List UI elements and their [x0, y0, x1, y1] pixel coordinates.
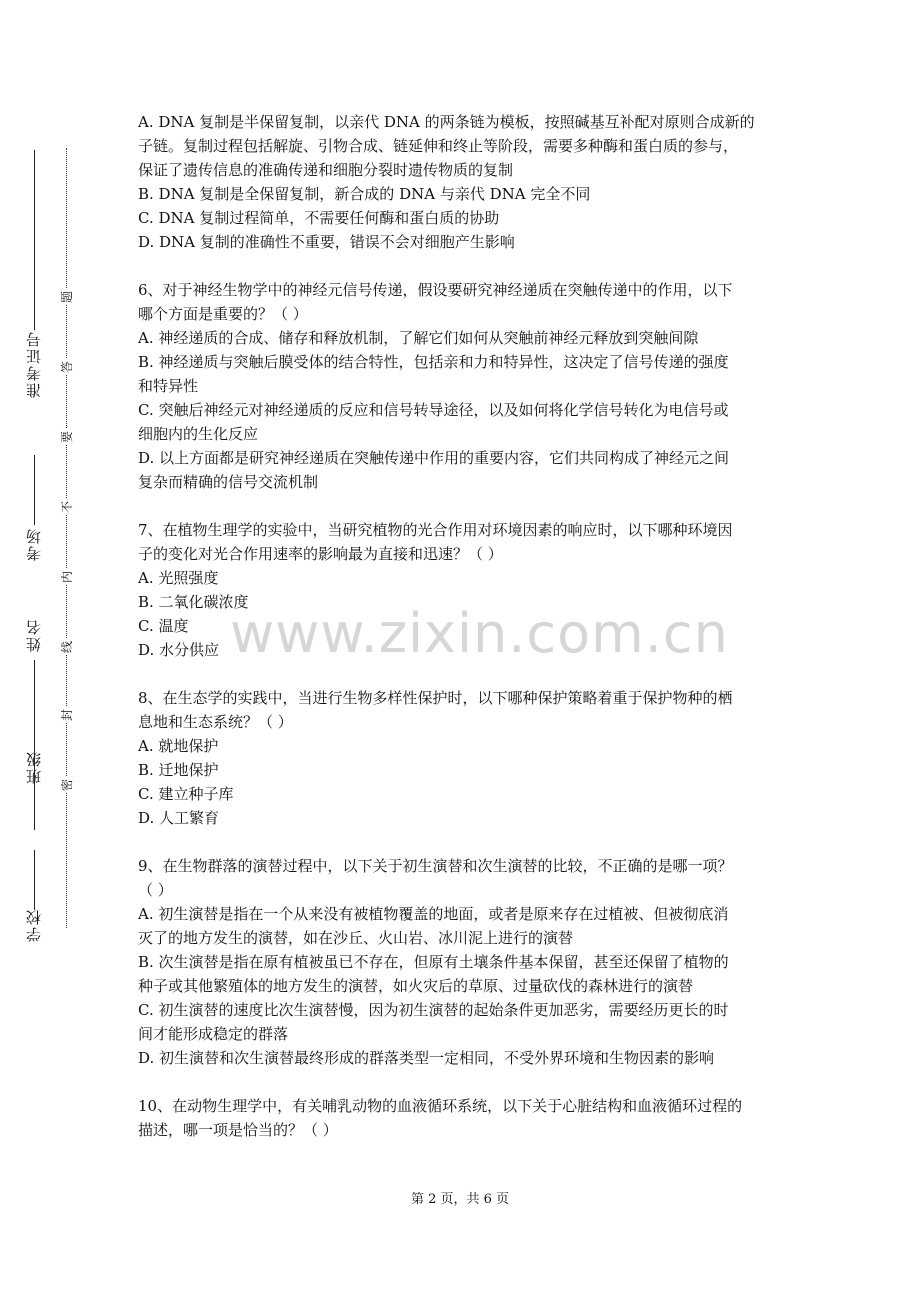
question-5-options: [138, 110, 788, 254]
exam-id-underline: [34, 150, 35, 330]
question-line: B. DNA 复制是全保留复制，新合成的 DNA 与亲代 DNA 完全不同: [138, 185, 591, 203]
question-line: A. 就地保护: [138, 737, 219, 755]
question-line: D. 人工繁育: [138, 809, 220, 827]
question-line: 9、在生物群落的演替过程中，以下关于初生演替和次生演替的比较，不正确的是哪一项？: [138, 857, 733, 875]
seal-char: 答: [60, 361, 74, 374]
question-line: A. DNA 复制是半保留复制，以亲代 DNA 的两条链为模板，按照碱基互补配对原则合成新的: [138, 113, 755, 131]
question-8: [138, 686, 788, 830]
question-line: 息地和生态系统？（ ）: [138, 713, 293, 731]
question-line: 种子或其他繁殖体的地方发生的演替，如火灾后的草原、过量砍伐的森林进行的演替: [138, 977, 694, 995]
question-line: B. 次生演替是指在原有植被虽已不存在，但原有土壤条件基本保留，甚至还保留了植物的: [138, 953, 729, 971]
exam-room-underline: [34, 455, 35, 525]
school-label: 学校: [25, 908, 43, 942]
seal-char: 要: [60, 431, 74, 444]
question-line: 子链。复制过程包括解旋、引物合成、链延伸和终止等阶段，需要多种酶和蛋白质的参与，: [138, 137, 739, 155]
question-line: C. 初生演替的速度比次生演替慢，因为初生演替的起始条件更加恶劣，需要经历更长的时: [138, 1001, 729, 1019]
question-line: 10、在动物生理学中，有关哺乳动物的血液循环系统，以下关于心脏结构和血液循环过程的: [138, 1097, 743, 1115]
question-line: C. 温度: [138, 617, 189, 635]
question-6: [138, 278, 788, 494]
page-footer: 第 2 页，共 6 页: [410, 1192, 510, 1207]
question-line: 子的变化对光合作用速率的影响最为直接和迅速？（ ）: [138, 545, 503, 563]
question-line: 间才能形成稳定的群落: [138, 1025, 289, 1043]
question-line: B. 迁地保护: [138, 761, 219, 779]
question-line: C. 突触后神经元对神经递质的反应和信号转导途径，以及如何将化学信号转化为电信号或: [138, 401, 729, 419]
question-line: D. 初生演替和次生演替最终形成的群落类型一定相同，不受外界环境和生物因素的影响: [138, 1049, 715, 1067]
seal-char: 不: [60, 501, 74, 514]
question-10: [138, 1094, 788, 1142]
question-line: 细胞内的生化反应: [138, 425, 259, 443]
question-line: 哪个方面是重要的？（ ）: [138, 305, 308, 323]
seal-char: 封: [60, 709, 74, 722]
exam-id-label: 准考证号: [25, 330, 43, 398]
question-line: A. 神经递质的合成、储存和释放机制，了解它们如何从突触前神经元释放到突触间隙: [138, 329, 699, 347]
binding-margin: [0, 0, 100, 1302]
seal-dotted-line: [66, 148, 67, 928]
seal-char: 内: [60, 571, 74, 584]
question-line: D. 水分供应: [138, 641, 220, 659]
question-line: 复杂而精确的信号交流机制: [138, 473, 319, 491]
school-underline: [34, 850, 35, 910]
school-field: [0, 840, 70, 950]
seal-char: 密: [60, 779, 74, 792]
question-content: [138, 110, 788, 1142]
name-label: 姓名: [25, 618, 43, 652]
seal-char: 线: [60, 641, 74, 654]
question-line: 8、在生态学的实践中，当进行生物多样性保护时，以下哪种保护策略着重于保护物种的栖: [138, 689, 733, 707]
exam-room-label: 考场: [25, 527, 43, 561]
question-line: （ ）: [138, 881, 173, 899]
question-line: 7、在植物生理学的实验中，当研究植物的光合作用对环境因素的响应时，以下哪种环境因: [138, 521, 733, 539]
question-line: 描述，哪一项是恰当的？（ ）: [138, 1121, 338, 1139]
question-line: 灭了的地方发生的演替，如在沙丘、火山岩、冰川泥上进行的演替: [138, 929, 574, 947]
question-line: 6、对于神经生物学中的神经元信号传递，假设要研究神经递质在突触传递中的作用，以下: [138, 281, 733, 299]
question-line: A. 光照强度: [138, 569, 219, 587]
question-9: [138, 854, 788, 1070]
question-line: D. 以上方面都是研究神经递质在突触传递中作用的重要内容，它们共同构成了神经元之间: [138, 449, 730, 467]
class-label: 班级: [25, 750, 43, 784]
site-watermark: www.zixin.com.cn: [230, 602, 729, 665]
question-line: 保证了遗传信息的准确传递和细胞分裂时遗传物质的复制: [138, 161, 514, 179]
question-line: B. 二氧化碳浓度: [138, 593, 249, 611]
question-line: C. DNA 复制过程简单，不需要任何酶和蛋白质的协助: [138, 209, 500, 227]
question-line: B. 神经递质与突触后膜受体的结合特性，包括亲和力和特异性，这决定了信号传递的强度: [138, 353, 729, 371]
question-line: A. 初生演替是指在一个从来没有被植物覆盖的地面，或者是原来存在过植被、但被彻底消: [138, 905, 729, 923]
question-line: D. DNA 复制的准确性不重要，错误不会对细胞产生影响: [138, 233, 515, 251]
seal-char: 题: [60, 291, 74, 304]
question-line: C. 建立种子库: [138, 785, 234, 803]
question-line: 和特异性: [138, 377, 199, 395]
question-7: [138, 518, 788, 662]
